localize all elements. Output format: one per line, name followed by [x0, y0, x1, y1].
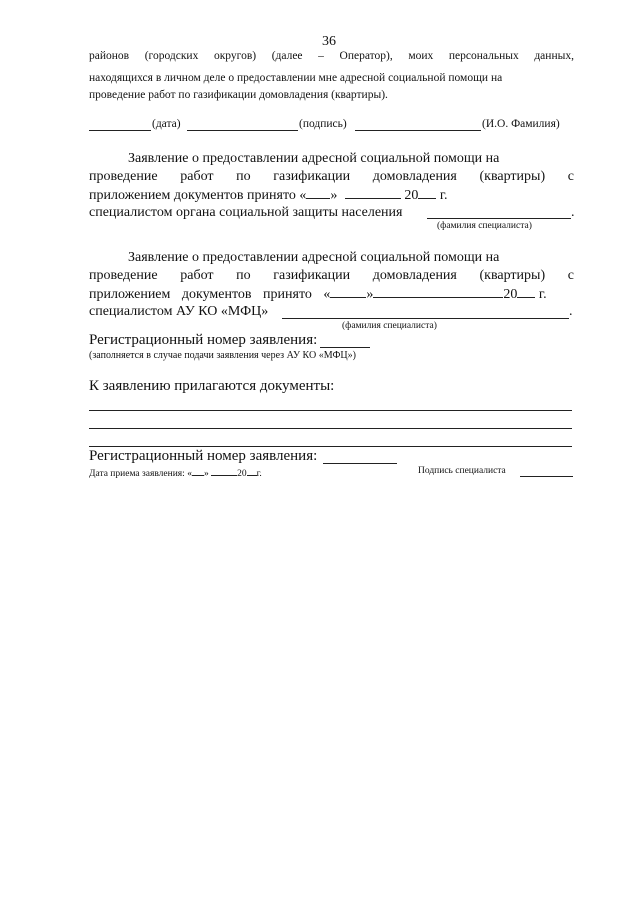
block1-day-field[interactable]	[306, 187, 330, 199]
name-caption: (И.О. Фамилия)	[482, 118, 560, 130]
registration-number-field-2[interactable]	[323, 463, 397, 464]
page-number: 36	[322, 34, 336, 49]
registration-label: Регистрационный номер заявления:	[89, 332, 318, 348]
receipt-day-field[interactable]	[192, 466, 204, 476]
block2-word: работ	[180, 268, 214, 283]
intro-word: округов)	[213, 50, 257, 62]
block1-word: домовладения	[372, 169, 457, 184]
block2-line-4: специалистом АУ КО «МФЦ»	[89, 304, 269, 319]
block1-quote-close: »	[330, 188, 338, 203]
block2-year-field[interactable]	[517, 286, 535, 298]
intro-word: (далее	[271, 50, 303, 62]
block2-specialist-caption: (фамилия специалиста)	[342, 321, 437, 331]
block1-year-field[interactable]	[418, 187, 436, 199]
block2-quote-open: «	[323, 287, 331, 302]
block1-line-3	[89, 187, 448, 204]
date-underline[interactable]	[89, 130, 151, 131]
intro-word: районов	[89, 50, 130, 62]
receipt-date-label: Дата приема заявления: «	[89, 469, 192, 479]
intro-word: –	[318, 50, 324, 62]
block1-line-2	[89, 169, 574, 185]
block2-day-field[interactable]	[330, 286, 366, 298]
name-underline[interactable]	[355, 130, 481, 131]
attachments-label: К заявлению прилагаются документы:	[89, 378, 335, 394]
block2-year-prefix: 20	[503, 287, 518, 302]
block2-word: (квартиры)	[479, 268, 546, 283]
registration-number-field[interactable]	[320, 347, 370, 348]
block1-specialist-caption: (фамилия специалиста)	[437, 221, 532, 231]
block2-year-suffix: г.	[538, 287, 547, 302]
block1-line-4: специалистом органа социальной защиты населения	[89, 205, 403, 220]
block2-word: проведение	[89, 268, 158, 283]
signature-caption: (подпись)	[299, 118, 347, 130]
block2-word: документов	[181, 287, 252, 302]
block2-word: принято	[263, 287, 312, 302]
attachment-line[interactable]	[89, 410, 572, 411]
date-caption: (дата)	[152, 118, 181, 130]
registration-note: (заполняется в случае подачи заявления через АУ КО «МФЦ»)	[89, 350, 356, 361]
block1-specialist-underline[interactable]	[427, 218, 571, 219]
block1-year-prefix: 20	[404, 188, 419, 203]
intro-line-3: проведение работ по газификации домовладения (квартиры).	[89, 89, 388, 101]
receipt-year-suffix: г.	[256, 469, 262, 479]
block2-month-field[interactable]	[373, 286, 503, 298]
registration-label-2: Регистрационный номер заявления:	[89, 448, 318, 464]
receipt-quote-close: »	[203, 469, 209, 479]
block1-line-end: .	[571, 205, 575, 220]
block2-quote-close: »	[366, 287, 374, 302]
intro-line-2: находящихся в личном деле о предоставлении мне адресной социальной помощи на	[89, 72, 503, 84]
block2-specialist-underline[interactable]	[282, 318, 569, 319]
block1-word: с	[567, 169, 574, 184]
intro-word: (городских	[144, 50, 199, 62]
block1-word: по	[236, 169, 251, 184]
attachment-line[interactable]	[89, 446, 572, 447]
intro-word: персональных	[448, 50, 519, 62]
block1-year-suffix: г.	[439, 188, 448, 203]
block1-accepted-text: приложением документов принято «	[89, 188, 307, 203]
block2-word: с	[567, 268, 574, 283]
block2-line-2	[89, 268, 574, 284]
receipt-year-field[interactable]	[247, 466, 257, 476]
block1-word: (квартиры)	[479, 169, 546, 184]
block2-line-3	[89, 286, 547, 303]
intro-word: данных,	[534, 50, 574, 62]
block2-word: по	[236, 268, 251, 283]
block1-month-field[interactable]	[345, 187, 401, 199]
intro-word: Оператор),	[339, 50, 393, 62]
block1-word: газификации	[273, 169, 351, 184]
block1-word: работ	[180, 169, 214, 184]
intro-word: моих	[408, 50, 434, 62]
receipt-date	[89, 466, 262, 479]
intro-line-1	[89, 50, 574, 62]
signature-underline[interactable]	[187, 130, 298, 131]
specialist-signature-field[interactable]	[520, 476, 573, 477]
block2-line-end: .	[569, 304, 573, 319]
receipt-year-prefix: 20	[237, 469, 247, 479]
block2-word: домовладения	[372, 268, 457, 283]
block2-line-1: Заявление о предоставлении адресной социальной помощи на	[128, 250, 500, 265]
block2-word: приложением	[89, 287, 171, 302]
block1-word: проведение	[89, 169, 158, 184]
receipt-month-field[interactable]	[211, 466, 237, 476]
specialist-signature-label: Подпись специалиста	[418, 466, 506, 476]
attachment-line[interactable]	[89, 428, 572, 429]
block2-word: газификации	[273, 268, 351, 283]
block1-line-1: Заявление о предоставлении адресной социальной помощи на	[128, 151, 500, 166]
